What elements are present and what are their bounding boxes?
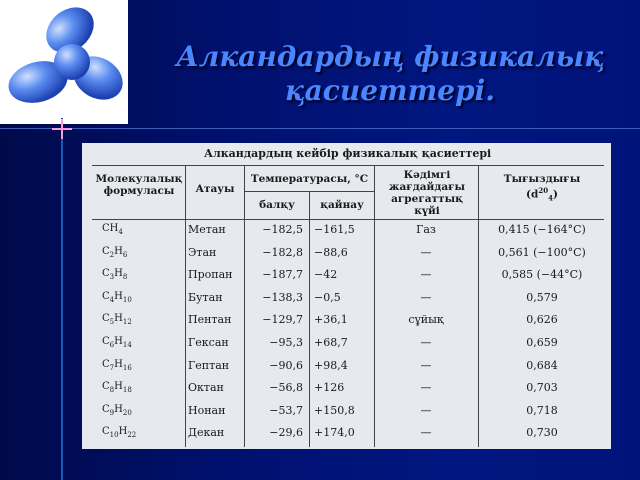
formula-cell: $C_2H_6$ — [102, 245, 128, 259]
melting-cell: −29,6 — [269, 426, 303, 440]
header-formula: Молекулалық формуласы — [95, 173, 183, 197]
melting-cell: −182,5 — [262, 223, 303, 236]
state-cell: — — [420, 426, 432, 440]
formula-cell: $C_4H_{10}$ — [102, 290, 132, 304]
header-density-symbol: $(d^{20}_4)$ — [526, 186, 558, 203]
density-cell: 0,415 (−164°С) — [498, 223, 586, 236]
state-cell: — — [420, 336, 432, 349]
density-cell: 0,730 — [526, 426, 558, 440]
formula-cell: $C_6H_{14}$ — [102, 336, 132, 349]
melting-cell: −95,3 — [269, 336, 303, 349]
density-cell: 0,561 (−100°С) — [498, 245, 586, 259]
crosshair-vertical — [61, 119, 63, 139]
formula-cell: $C_7H_{16}$ — [102, 358, 132, 372]
header-state: Кәдімгі жағдайдағы агрегаттық күйі — [388, 169, 466, 217]
header-density — [482, 173, 602, 205]
density-cell: 0,579 — [526, 290, 558, 304]
table-caption: Алкандардың кейбір физикалық қасиеттері — [204, 147, 492, 160]
column-line-5 — [478, 165, 479, 447]
name-cell: Гексан — [188, 336, 229, 349]
boiling-cell: −161,5 — [314, 223, 355, 236]
density-cell: 0,684 — [526, 358, 558, 372]
melting-cell: −90,6 — [269, 358, 303, 372]
name-cell: Октан — [188, 381, 224, 395]
formula-cell: $C_8H_{18}$ — [102, 381, 132, 395]
melting-cell: −187,7 — [262, 268, 303, 282]
slide-title — [140, 40, 640, 108]
name-cell: Пентан — [188, 313, 232, 327]
state-cell: — — [420, 268, 432, 282]
name-cell: Нонан — [188, 403, 226, 417]
header-density-label: Тығыздығы — [503, 173, 581, 185]
boiling-cell: +126 — [314, 381, 345, 395]
density-cell: 0,718 — [526, 403, 558, 417]
name-cell: Пропан — [188, 268, 233, 282]
melting-cell: −138,3 — [262, 290, 303, 304]
boiling-cell: +174,0 — [314, 426, 355, 440]
melting-cell: −182,8 — [262, 245, 303, 259]
column-line-4 — [374, 165, 375, 447]
column-line-1 — [185, 165, 186, 447]
name-cell: Декан — [188, 426, 225, 440]
slide-title-line-2: қасиеттері. — [284, 74, 496, 107]
slide-title-line-1: Алкандардың физикалық — [176, 40, 604, 73]
melting-cell: −53,7 — [269, 403, 303, 417]
header-separator — [92, 219, 604, 220]
melting-cell: −129,7 — [262, 313, 303, 327]
name-cell: Этан — [188, 245, 217, 259]
table-border-top — [92, 165, 604, 166]
boiling-cell: −0,5 — [314, 290, 341, 304]
boiling-cell: +36,1 — [314, 313, 348, 327]
formula-cell: $C_{10}H_{22}$ — [102, 426, 137, 440]
density-cell: 0,703 — [526, 381, 558, 395]
formula-cell: $CH_4$ — [102, 223, 123, 236]
state-cell: Газ — [416, 223, 436, 236]
boiling-cell: +150,8 — [314, 403, 355, 417]
column-line-3 — [309, 191, 310, 447]
molecule-icon — [0, 0, 128, 124]
formula-cell: $C_5H_{12}$ — [102, 313, 132, 327]
vertical-divider — [61, 118, 63, 480]
density-cell: 0,659 — [526, 336, 558, 349]
melting-cell: −56,8 — [269, 381, 303, 395]
boiling-cell: +98,4 — [314, 358, 348, 372]
name-cell: Метан — [188, 223, 226, 236]
state-cell: — — [420, 358, 432, 372]
state-cell: — — [420, 381, 432, 395]
name-cell: Бутан — [188, 290, 223, 304]
boiling-cell: −88,6 — [314, 245, 348, 259]
boiling-cell: −42 — [314, 268, 338, 282]
state-cell: — — [420, 290, 432, 304]
formula-cell: $C_9H_{20}$ — [102, 403, 132, 417]
density-cell: 0,585 (−44°С) — [501, 268, 583, 282]
density-cell: 0,626 — [526, 313, 558, 327]
state-cell: — — [420, 245, 432, 259]
state-cell: сұйық — [408, 313, 444, 327]
formula-cell: $C_3H_8$ — [102, 268, 128, 282]
horizontal-divider — [0, 128, 640, 129]
header-temperature: Температурасы, °С — [250, 173, 369, 185]
state-cell: — — [420, 403, 432, 417]
molecule-logo — [0, 0, 128, 124]
table-scan — [82, 143, 611, 449]
boiling-cell: +68,7 — [314, 336, 348, 349]
header-name: Атауы — [195, 183, 235, 195]
header-melting: балқу — [259, 199, 295, 211]
name-cell: Гептан — [188, 358, 230, 372]
header-boiling: қайнау — [320, 199, 364, 211]
